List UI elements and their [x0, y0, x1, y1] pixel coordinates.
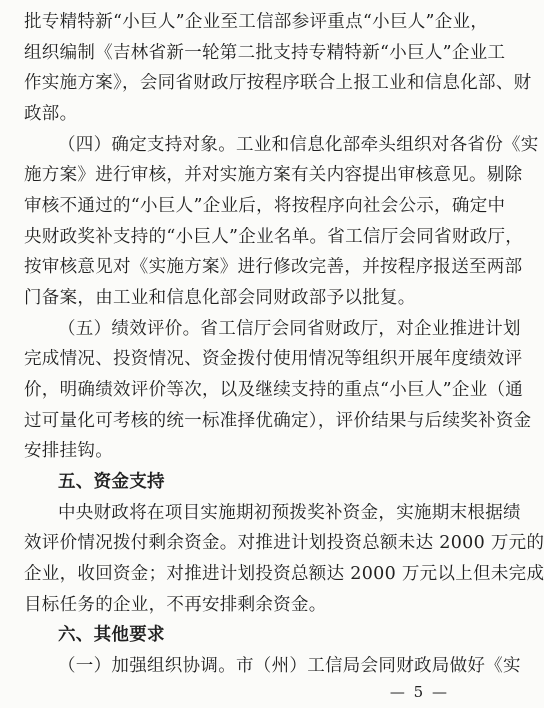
text-line: 作实施方案》，会同省财政厅按程序联合上报工业和信息化部、财 [24, 73, 532, 93]
page-number: — 5 — [389, 683, 449, 701]
section-4-heading-line: （四）确定支持对象。工业和信息化部牵头组织对各省份《实 [58, 135, 539, 155]
text-line: 审核不通过的“小巨人”企业后，将按程序向社会公示，确定中 [24, 196, 506, 216]
section-heading-other-requirements: 六、其他要求 [58, 625, 165, 645]
text-line: 安排挂钩。 [24, 441, 113, 461]
text-line: 政部。 [24, 104, 78, 124]
text-line: 完成情况、投资情况、资金拨付使用情况等组织开展年度绩效评 [24, 349, 523, 369]
text-line: 效评价情况拨付剩余资金。对推进计划投资总额未达 2000 万元的 [24, 533, 544, 553]
text-line: 施方案》进行审核，并对实施方案有关内容提出审核意见。剔除 [24, 165, 523, 185]
text-line: 按审核意见对《实施方案》进行修改完善，并按程序报送至两部 [24, 257, 523, 277]
text-line: 批专精特新“小巨人”企业至工信部参评重点“小巨人”企业， [24, 12, 489, 32]
section-5-heading-line: （五）绩效评价。省工信厅会同省财政厅，对企业推进计划 [58, 319, 521, 339]
text-line: 企业，收回资金；对推进计划投资总额达 2000 万元以上但未完成 [24, 564, 544, 584]
text-line: 中央财政将在项目实施期初预拨奖补资金，实施期末根据绩 [58, 503, 521, 523]
text-line: 组织编制《吉林省新一轮第二批支持专精特新“小巨人”企业工 [24, 43, 506, 63]
text-line: 目标任务的企业，不再安排剩余资金。 [24, 595, 327, 615]
text-line: 价，明确绩效评价等次，以及继续支持的重点“小巨人”企业（通 [24, 380, 524, 400]
text-line: （一）加强组织协调。市（州）工信局会同财政局做好《实 [58, 656, 521, 676]
text-line: 过可量化可考核的统一标准择优确定），评价结果与后续奖补资金 [24, 411, 532, 431]
text-line: 门备案，由工业和信息化部会同财政部予以批复。 [24, 288, 416, 308]
text-line: 央财政奖补支持的“小巨人”企业名单。省工信厅会同省财政厅， [24, 227, 524, 247]
section-heading-funding: 五、资金支持 [58, 472, 165, 492]
